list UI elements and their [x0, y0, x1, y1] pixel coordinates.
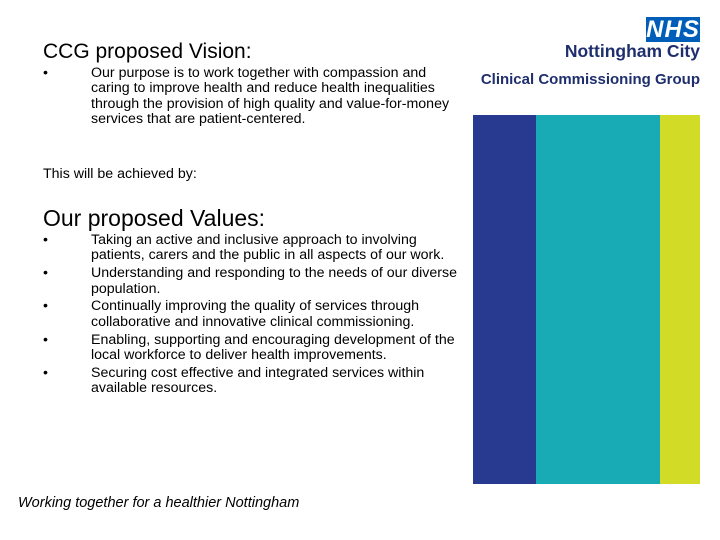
values-bullet-text: Securing cost effective and integrated services within available resources. — [91, 364, 425, 397]
values-bullet-text: Enabling, supporting and encouraging development of the local workforce to deliver health improvements. — [91, 331, 455, 364]
values-bullet-text: Taking an active and inclusive approach to involving patients, carers and the public in all aspects of our work. — [91, 232, 445, 264]
bullet-dot: • — [43, 331, 48, 348]
org-subtitle: Clinical Commissioning Group — [480, 71, 700, 88]
values-bullet — [43, 366, 463, 397]
nhs-logo-badge — [646, 17, 700, 42]
values-bullet — [43, 333, 463, 364]
vision-bullet-text: Our purpose is to work together with compassion and caring to improve health and reduce health inequalities through the provision of high quality and value-for-money services that are patient-centered. — [91, 65, 450, 128]
bullet-dot: • — [43, 364, 48, 381]
vision-bullet — [43, 66, 463, 128]
footer-tagline: Working together for a healthier Nottingham — [18, 495, 300, 511]
values-title: Our proposed Values: — [43, 205, 266, 231]
bullet-dot: • — [43, 298, 48, 315]
values-bullet — [43, 299, 463, 330]
stripe-navy — [473, 115, 536, 484]
stripe-lime — [660, 115, 700, 484]
org-name: Nottingham City — [564, 41, 700, 61]
vision-list — [43, 66, 463, 130]
values-bullet — [43, 266, 463, 297]
values-bullet-text: Continually improving the quality of services through collaborative and innovative clinical commissioning. — [91, 298, 420, 330]
stripe-teal — [536, 115, 660, 484]
values-list — [43, 233, 463, 399]
values-bullet — [43, 233, 463, 264]
bullet-dot: • — [43, 65, 48, 81]
vision-title: CCG proposed Vision: — [43, 40, 252, 63]
nhs-logo-text: NHS — [646, 16, 700, 43]
achieved-by-text: This will be achieved by: — [43, 166, 197, 182]
bullet-dot: • — [43, 232, 48, 248]
values-bullet-text: Understanding and responding to the needs of our diverse population. — [91, 265, 457, 297]
bullet-dot: • — [43, 265, 48, 282]
